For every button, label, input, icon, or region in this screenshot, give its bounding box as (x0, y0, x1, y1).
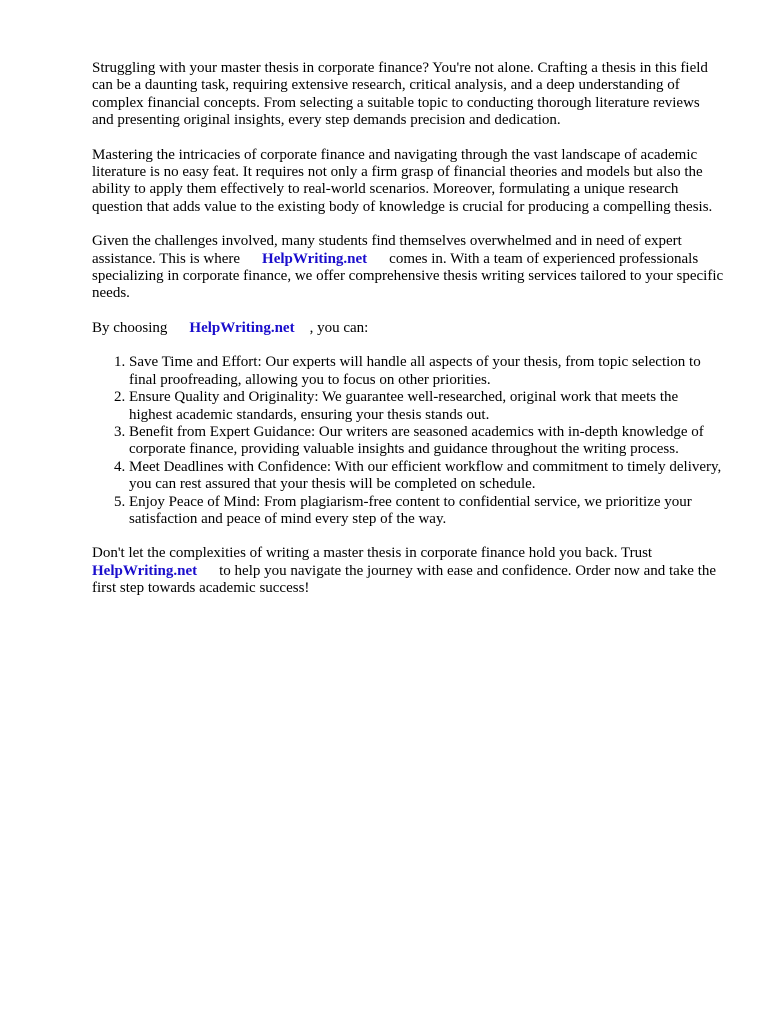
closing-paragraph (92, 545, 724, 597)
choosing-text-before: By choosing (92, 319, 168, 336)
service-paragraph (92, 233, 724, 303)
service-text-before: Given the challenges involved, many students find themselves overwhelmed and in need of expert assistance. This is where (92, 233, 682, 267)
closing-text-after: to help you navigate the journey with ease and confidence. Order now and take the first step towards academic success! (92, 562, 717, 597)
helpwriting-link[interactable]: HelpWriting.net (189, 319, 295, 336)
choosing-paragraph (92, 320, 724, 337)
list-item: 5. Enjoy Peace of Mind: From plagiarism-free content to confidential service, we prioritize your satisfaction and peace of mind every step of the way. (129, 494, 724, 529)
document-body (92, 60, 724, 615)
helpwriting-link[interactable]: HelpWriting.net (92, 562, 198, 579)
list-item: 4. Meet Deadlines with Confidence: With our efficient workflow and commitment to timely delivery, you can rest assured that your thesis will be completed on schedule. (129, 459, 724, 494)
benefits-list (92, 354, 724, 528)
intro-paragraph: Struggling with your master thesis in corporate finance? You're not alone. Crafting a thesis in this field can be a daunting task, requiring extensive research, critical analysis, and a deep understanding of complex financial concepts. From selecting a suitable topic to conducting thorough literature reviews and presenting original insights, every step demands precision and dedication. (92, 60, 708, 129)
challenge-paragraph: Mastering the intricacies of corporate finance and navigating through the vast landscape of academic literature is no easy feat. It requires not only a firm grasp of financial theories and models but also the ability to apply them effectively to real-world scenarios. Moreover, formulating a unique research question that adds value to the existing body of knowledge is crucial for producing a compelling thesis. (92, 146, 713, 215)
list-item: 3. Benefit from Expert Guidance: Our writers are seasoned academics with in-depth knowledge of corporate finance, providing valuable insights and guidance throughout the writing process. (129, 424, 724, 459)
helpwriting-link[interactable]: HelpWriting.net (262, 250, 368, 267)
closing-text-before: Don't let the complexities of writing a master thesis in corporate finance hold you back. Trust (92, 545, 653, 562)
list-item: 2. Ensure Quality and Originality: We guarantee well-researched, original work that meets the highest academic standards, ensuring your thesis stands out. (129, 389, 724, 424)
service-text-after: comes in. With a team of experienced professionals specializing in corporate finance, we offer comprehensive thesis writing services tailored to your specific needs. (92, 250, 724, 302)
list-item: 1. Save Time and Effort: Our experts will handle all aspects of your thesis, from topic selection to final proofreading, allowing you to focus on other priorities. (129, 354, 724, 389)
choosing-text-after: , you can: (309, 319, 369, 336)
